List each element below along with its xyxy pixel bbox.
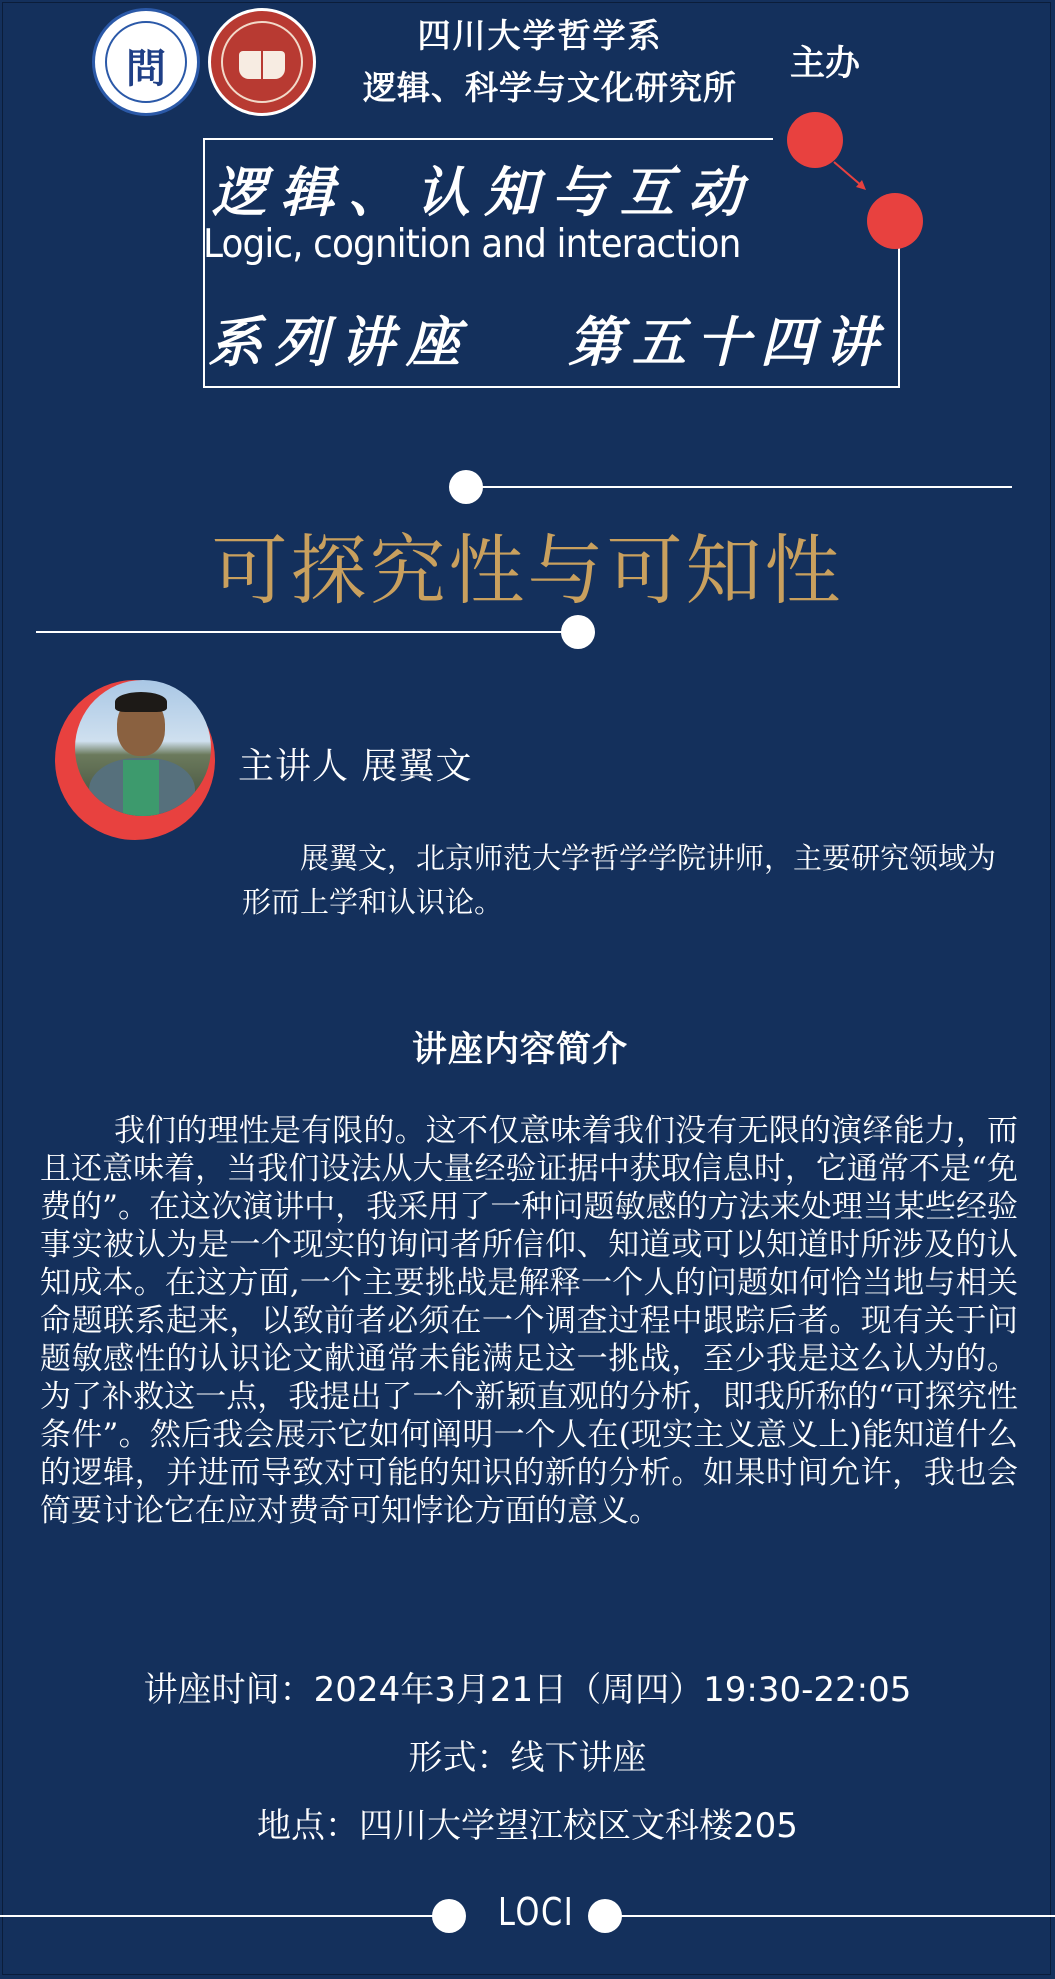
series-lecture-label: 系列讲座 [208,310,472,374]
series-box-border-bottom [203,386,900,388]
red-dot-lower [867,193,923,249]
org-line-1: 四川大学哲学系 [417,16,663,55]
intro-body: 我们的理性是有限的。这不仅意味着我们没有无限的演绎能力，而且还意味着，当我们设法从大量经验证据中获取信息时，它通常不是“免费的”。在这次演讲中，我采用了一种问题敏感的方法来处理当某些经验事实被认为是一个现实的询问者所信仰、知道或可以知道时所涉及的认知成本。在这方面,一个主要挑战是解释一个人的问题如何恰当地与相关命题联系起来，以致前者必须在一个调查过程中跟踪后者。现有关于问题敏感性的认识论文献通常未能满足这一挑战，至少我是这么认为的。为了补救这一点，我提出了一个新颖直观的分析，即我所称的“可探究性条件”。然后我会展示它如何阐明一个人在(现实主义意义上)能知道什么的逻辑，并进而导致对可能的知识的新的分析。如果时间允许，我也会简要讨论它在应对费奇可知悖论方面的意义。 [40,1113,1018,1529]
university-seal-icon: 問 [92,8,200,116]
speaker-bio: 展翼文，北京师范大学哲学学院讲师，主要研究领域为形而上学和认识论。 [242,841,997,919]
series-box-border-right [898,234,900,388]
footer-line-right [618,1915,1055,1917]
divider-bottom-dot [561,615,595,649]
lecture-format: 形式：线下讲座 [408,1738,647,1778]
footer-dot-left [432,1899,466,1933]
series-box-border-top [203,138,773,140]
intro-heading: 讲座内容简介 [411,1029,628,1070]
series-title-en: Logic, cognition and interaction [203,222,741,267]
series-title-cn: 逻辑、认知与互动 [212,160,756,224]
lecture-title: 可探究性与可知性 [211,526,844,615]
lecture-location: 地点：四川大学望江校区文科楼205 [257,1806,798,1846]
footer-dot-right [588,1899,622,1933]
speaker-photo [75,680,211,816]
institute-seal-icon [208,8,316,116]
org-line-2: 逻辑、科学与文化研究所 [363,68,737,107]
arrow-icon [832,160,872,196]
speaker-avatar [55,680,215,840]
lecture-number: 第五十四讲 [568,310,888,374]
footer-brand: LOCI [498,1890,575,1934]
divider-top [480,486,1012,488]
footer-line-left [0,1915,435,1917]
host-label: 主办 [790,43,861,84]
speaker-name: 主讲人 展翼文 [238,746,473,787]
lecture-time: 讲座时间：2024年3月21日（周四）19:30-22:05 [143,1670,912,1710]
divider-top-dot [449,470,483,504]
divider-bottom [36,631,576,633]
